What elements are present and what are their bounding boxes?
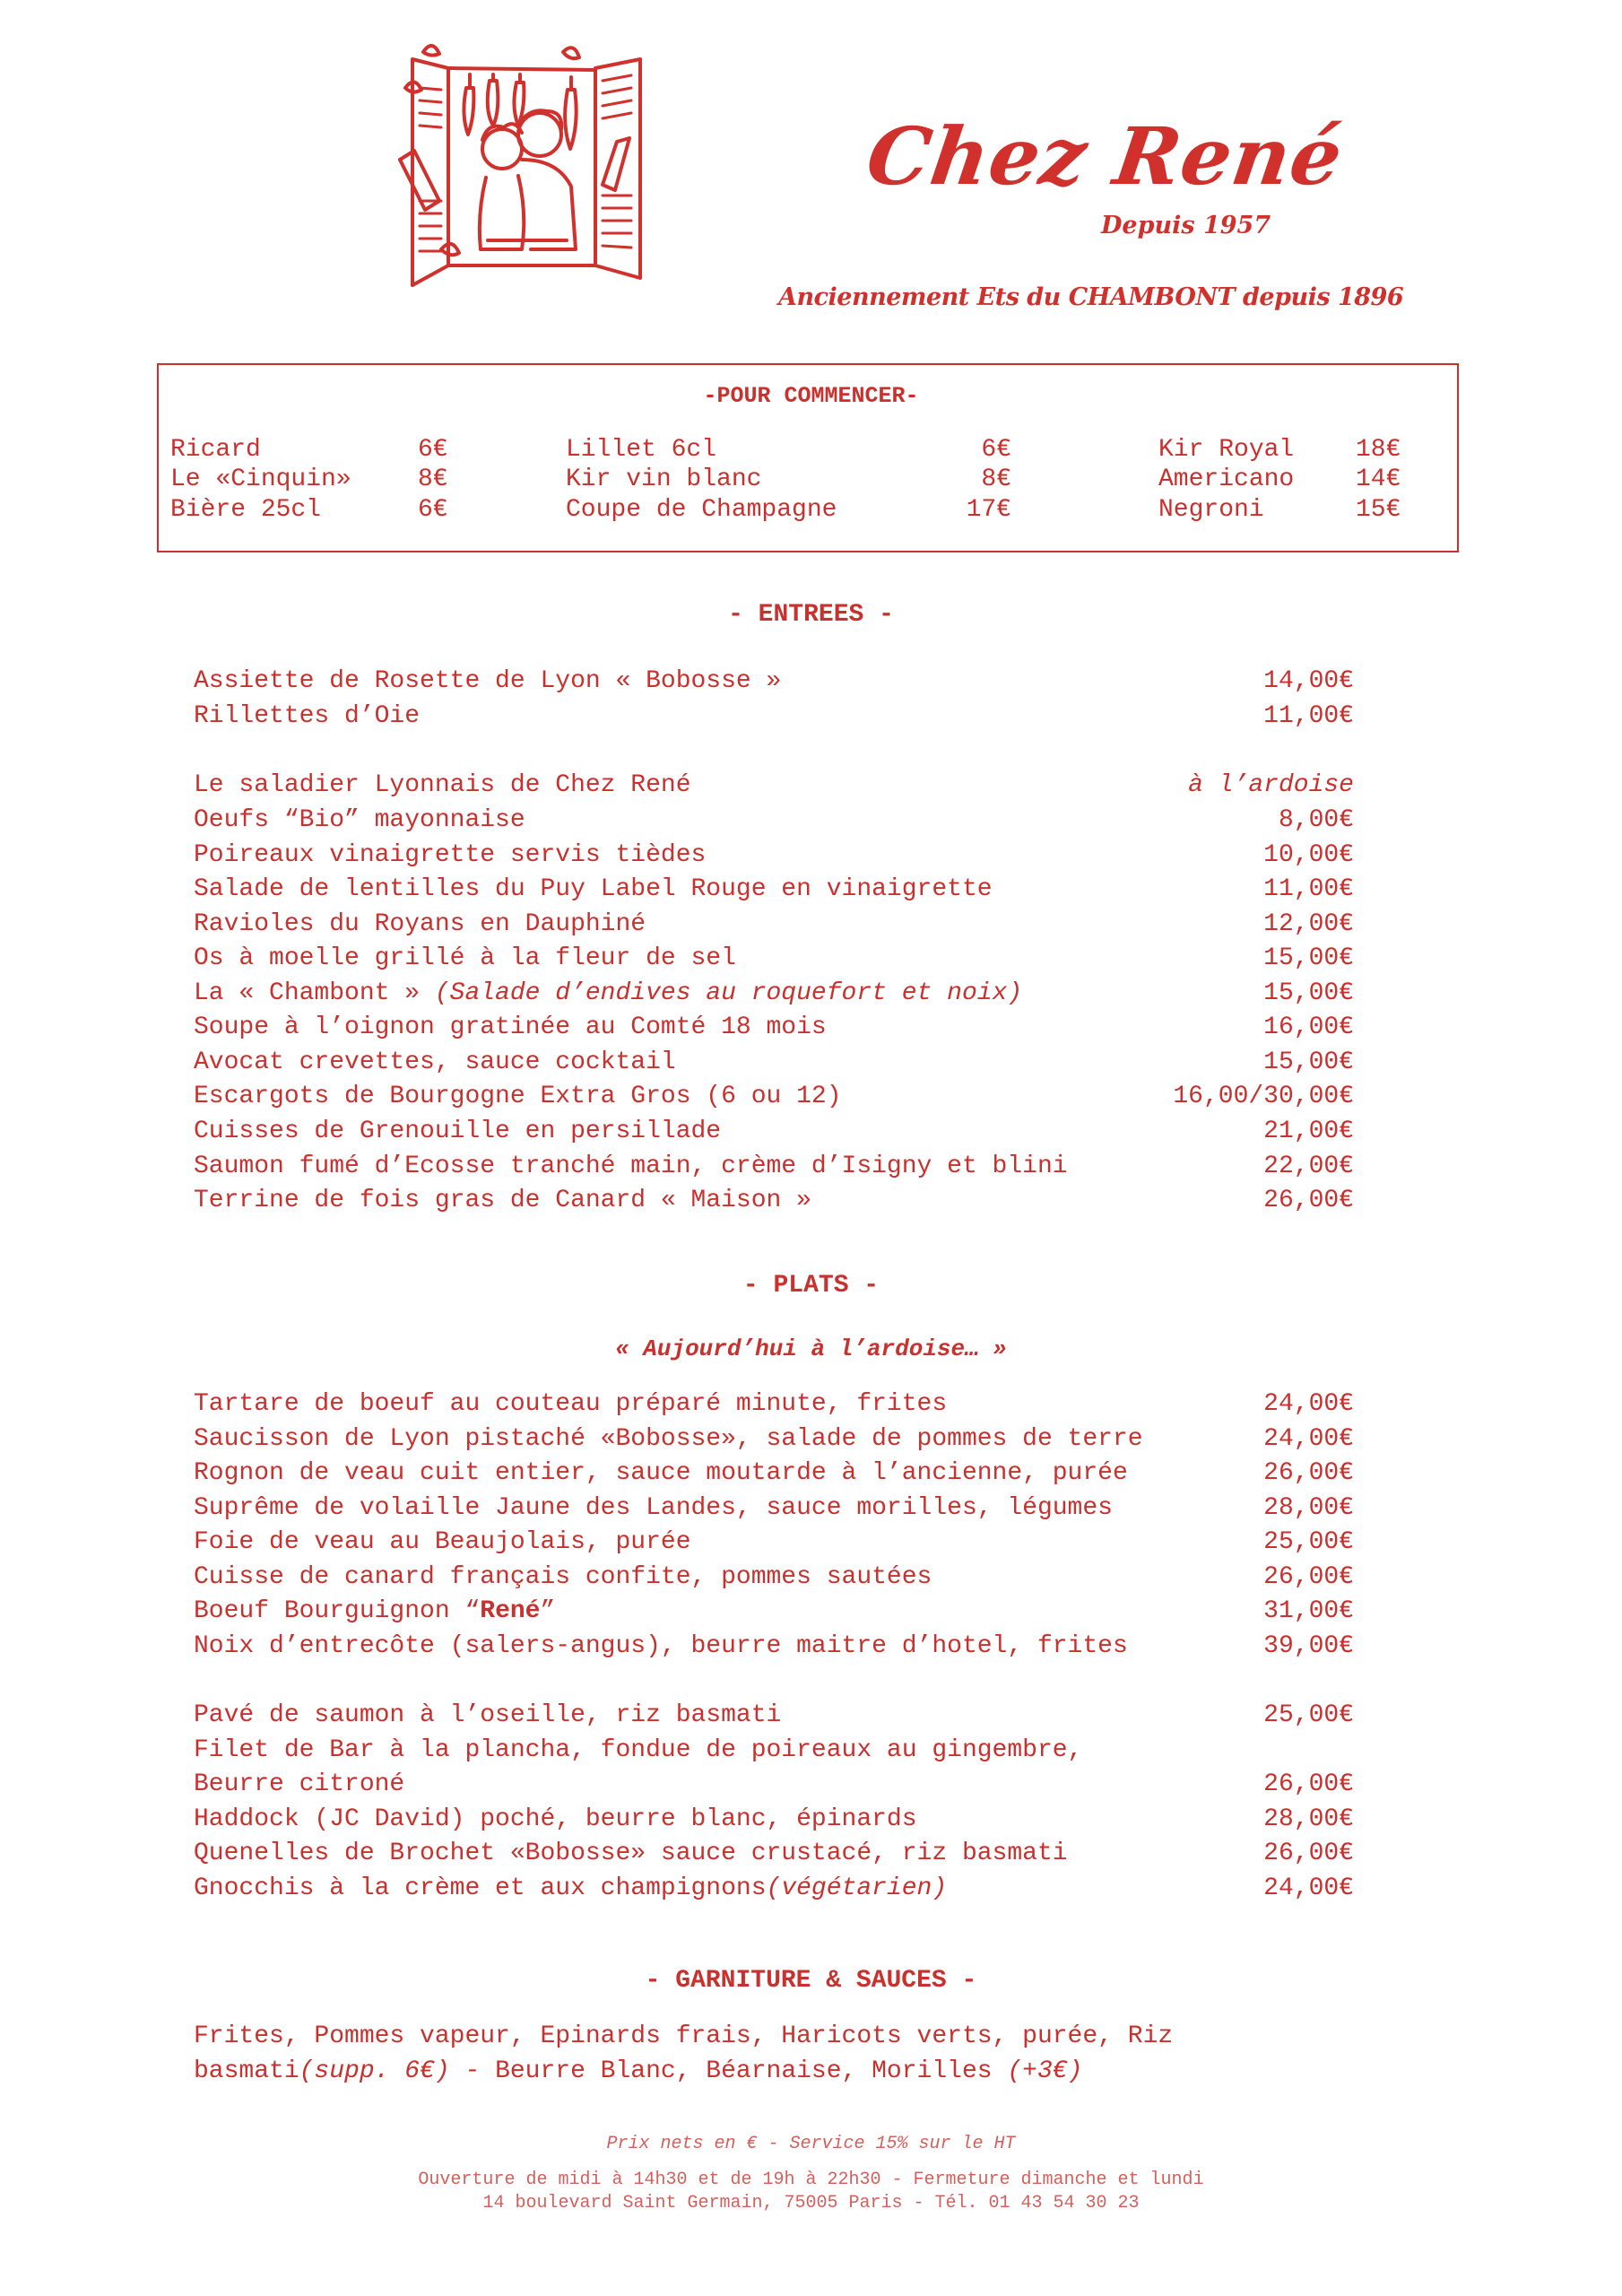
item-price: 39,00€	[1263, 1632, 1354, 1660]
item-name: Tartare de boeuf au couteau préparé minute, frites	[194, 1390, 948, 1418]
item-name: Rognon de veau cuit entier, sauce moutarde à l’ancienne, purée	[194, 1459, 1128, 1487]
aperitif-heading: -POUR COMMENCER-	[703, 383, 919, 409]
item-price: 15,00€	[1263, 944, 1354, 972]
item-name: Saucisson de Lyon pistaché «Bobosse», salade de pommes de terre	[194, 1425, 1143, 1453]
aperitif-price: 18€	[1356, 436, 1401, 464]
item-name: Cuisses de Grenouille en persillade	[194, 1118, 722, 1145]
restaurant-name: Chez René	[861, 109, 1349, 203]
item-price: 26,00€	[1263, 1187, 1354, 1214]
address: 14 boulevard Saint Germain, 75005 Paris - Tél. 01 43 54 30 23	[482, 2193, 1140, 2213]
garnitures-line-1: Frites, Pommes vapeur, Epinards frais, Haricots verts, purée, Riz	[194, 2022, 1174, 2050]
item-price: 11,00€	[1263, 702, 1354, 730]
item-name: Pavé de saumon à l’oseille, riz basmati	[194, 1701, 782, 1729]
item-price: 26,00€	[1263, 1563, 1354, 1591]
aperitif-price: 8€	[981, 465, 1011, 493]
item-price: 25,00€	[1263, 1528, 1354, 1556]
pricing-note: Prix nets en € - Service 15% sur le HT	[606, 2134, 1016, 2154]
item-name: Oeufs “Bio” mayonnaise	[194, 806, 525, 834]
item-name: Le saladier Lyonnais de Chez René	[194, 771, 691, 799]
garnitures-line-2	[194, 2059, 1082, 2084]
plats-heading: - PLATS -	[742, 1272, 880, 1300]
founded-year: Depuis 1957	[1101, 212, 1271, 239]
item-name-suffix: ”	[540, 1597, 556, 1625]
aperitif-price: 17€	[966, 496, 1011, 524]
menu-item	[194, 1876, 1354, 1977]
aperitif-name: Ricard	[170, 436, 261, 464]
entrees-heading: - ENTREES -	[728, 601, 894, 629]
item-price: 28,00€	[1263, 1494, 1354, 1522]
item-price: 21,00€	[1263, 1118, 1354, 1145]
aperitif-name: Lillet 6cl	[566, 436, 717, 464]
item-name: Beurre citroné	[194, 1770, 405, 1798]
item-price: 14,00€	[1263, 667, 1354, 695]
item-price: à l’ardoise	[1188, 771, 1354, 799]
item-price: 12,00€	[1263, 910, 1354, 938]
garnitures-heading: - GARNITURE & SAUCES -	[645, 1967, 977, 1995]
plats-subtitle: « Aujourd’hui à l’ardoise… »	[615, 1335, 1007, 1362]
item-name: Assiette de Rosette de Lyon « Bobosse »	[194, 667, 782, 695]
aperitif-name: Bière 25cl	[170, 496, 322, 524]
item-name: Saumon fumé d’Ecosse tranché main, crème d’Isigny et blini	[194, 1152, 1068, 1180]
item-note: (Salade d’endives au roquefort et noix)	[434, 979, 1023, 1007]
item-price: 16,00€	[1263, 1013, 1354, 1041]
item-name: Escargots de Bourgogne Extra Gros (6 ou 12)	[194, 1083, 842, 1110]
aperitif-price: 8€	[418, 465, 448, 493]
item-price: 15,00€	[1263, 1048, 1354, 1076]
item-name: Ravioles du Royans en Dauphiné	[194, 910, 646, 938]
item-name: Poireaux vinaigrette servis tièdes	[194, 841, 707, 869]
garnitures-sauces: - Beurre Blanc, Béarnaise, Morilles	[449, 2057, 1008, 2085]
item-name: Boeuf Bourguignon “	[194, 1597, 481, 1625]
aperitif-name: Le «Cinquin»	[170, 465, 351, 493]
item-price: 31,00€	[1263, 1597, 1354, 1625]
aperitif-price: 6€	[418, 436, 448, 464]
item-name: Quenelles de Brochet «Bobosse» sauce crustacé, riz basmati	[194, 1839, 1068, 1867]
aperitif-name: Kir Royal	[1158, 436, 1295, 464]
item-price: 28,00€	[1263, 1805, 1354, 1833]
item-price: 8,00€	[1278, 806, 1354, 834]
item-name: Noix d’entrecôte (salers-angus), beurre maitre d’hotel, frites	[194, 1632, 1128, 1660]
item-name: Suprême de volaille Jaune des Landes, sauce morilles, légumes	[194, 1494, 1113, 1522]
item-price: 26,00€	[1263, 1770, 1354, 1798]
item-price: 24,00€	[1263, 1874, 1354, 1902]
couple-at-window-illustration	[387, 25, 656, 294]
garnitures-supplement: (supp. 6€)	[299, 2057, 450, 2085]
item-name: Gnocchis à la crème et aux champignons	[194, 1874, 767, 1902]
aperitif-name: Kir vin blanc	[566, 465, 762, 493]
aperitif-name: Negroni	[1158, 496, 1264, 524]
item-price: 25,00€	[1263, 1701, 1354, 1729]
item-price: 10,00€	[1263, 841, 1354, 869]
aperitif-name: Coupe de Champagne	[566, 496, 837, 524]
item-price: 24,00€	[1263, 1390, 1354, 1418]
item-name-highlight: René	[480, 1597, 541, 1625]
item-price: 16,00/30,00€	[1173, 1083, 1354, 1110]
item-price: 15,00€	[1263, 979, 1354, 1007]
former-name: Anciennement Ets du CHAMBONT depuis 1896	[778, 283, 1404, 311]
aperitif-name: Americano	[1158, 465, 1295, 493]
item-name: Soupe à l’oignon gratinée au Comté 18 mois	[194, 1013, 827, 1041]
item-name: Salade de lentilles du Puy Label Rouge en vinaigrette	[194, 875, 993, 903]
item-name: La « Chambont »	[194, 979, 435, 1007]
item-price: 26,00€	[1263, 1459, 1354, 1487]
item-price: 11,00€	[1263, 875, 1354, 903]
garnitures-sauce-supplement: (+3€)	[1007, 2057, 1083, 2085]
item-price: 26,00€	[1263, 1839, 1354, 1867]
item-name: Filet de Bar à la plancha, fondue de poireaux au gingembre,	[194, 1736, 1083, 1764]
aperitif-price: 6€	[418, 496, 448, 524]
aperitif-price: 14€	[1356, 465, 1401, 493]
opening-hours: Ouverture de midi à 14h30 et de 19h à 22h30 - Fermeture dimanche et lundi	[418, 2170, 1204, 2190]
item-note: (végétarien)	[766, 1874, 948, 1902]
item-name: Cuisse de canard français confite, pommes sautées	[194, 1563, 932, 1591]
aperitif-price: 15€	[1356, 496, 1401, 524]
item-name: Rillettes d’Oie	[194, 702, 421, 730]
item-price: 22,00€	[1263, 1152, 1354, 1180]
item-name: Terrine de fois gras de Canard « Maison »	[194, 1187, 811, 1214]
item-name: Os à moelle grillé à la fleur de sel	[194, 944, 736, 972]
item-name: Avocat crevettes, sauce cocktail	[194, 1048, 676, 1076]
item-price: 24,00€	[1263, 1425, 1354, 1453]
item-name: Haddock (JC David) poché, beurre blanc, épinards	[194, 1805, 917, 1833]
item-name: Foie de veau au Beaujolais, purée	[194, 1528, 691, 1556]
garnitures-text: basmati	[194, 2057, 299, 2085]
aperitif-price: 6€	[981, 436, 1011, 464]
